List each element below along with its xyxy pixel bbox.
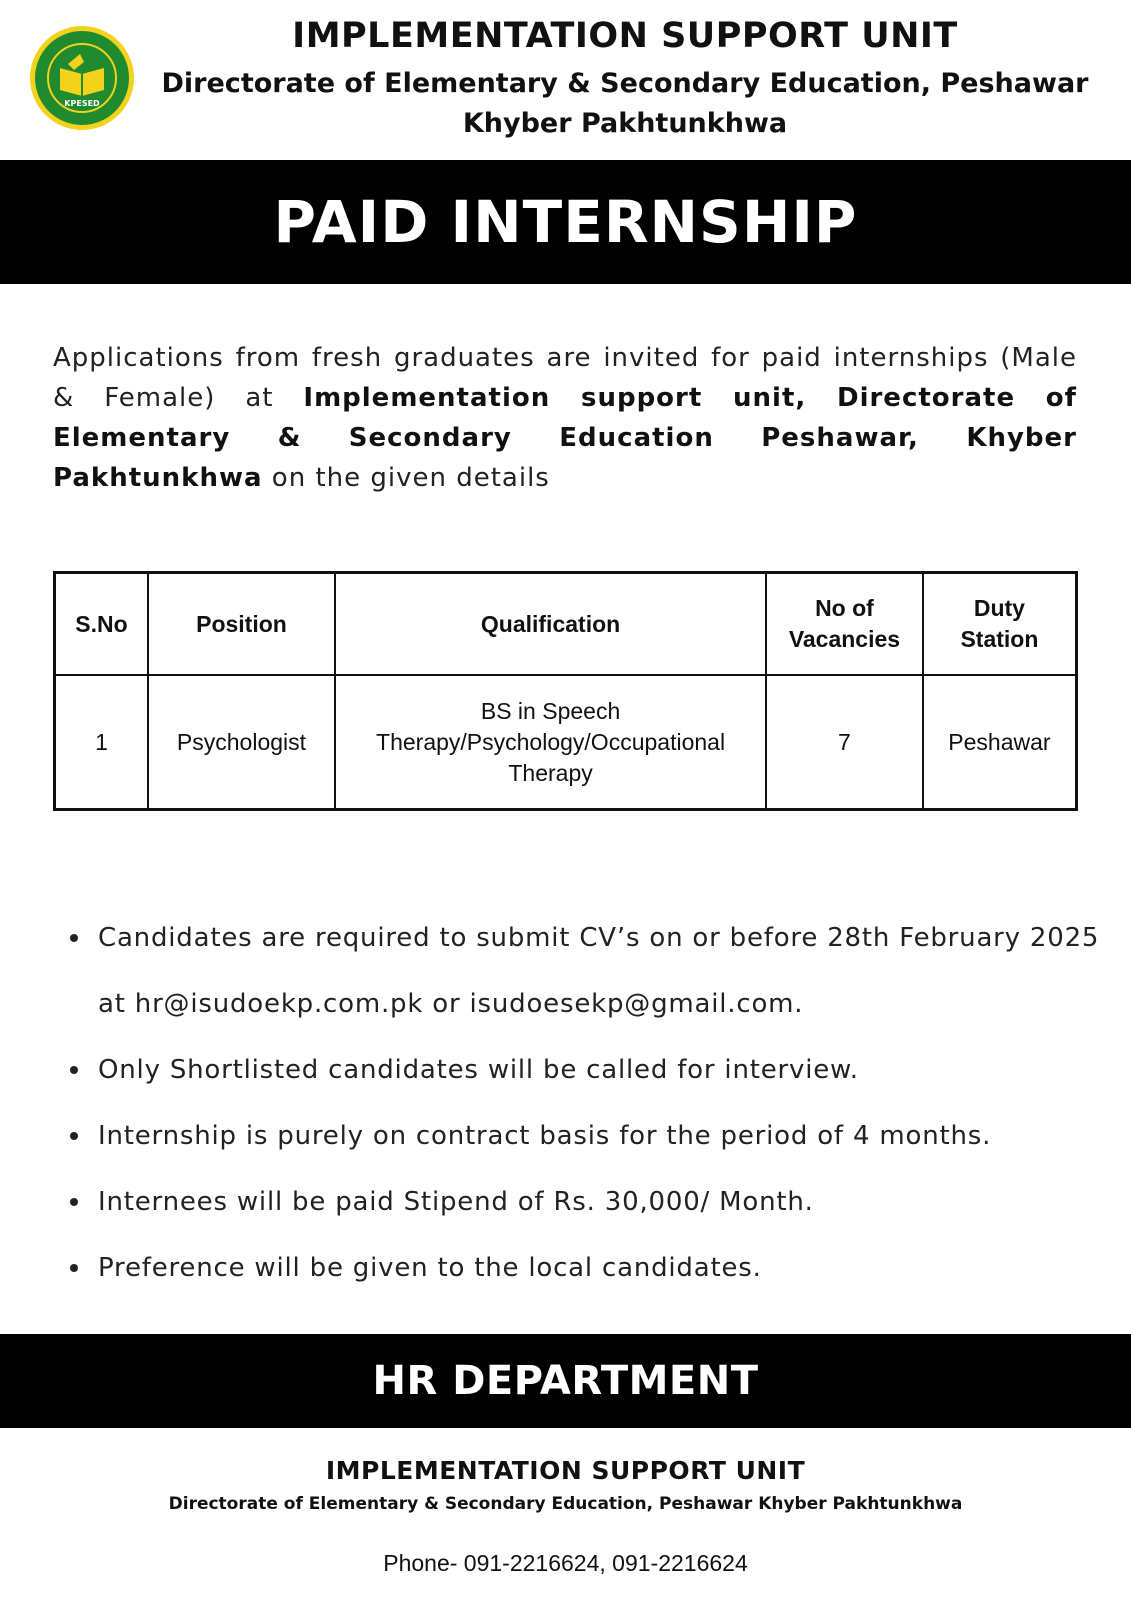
list-item: Candidates are required to submit CV’s on or before 28th February 2025 bbox=[68, 905, 1118, 971]
kpesed-logo-icon bbox=[28, 24, 136, 132]
header-qualification: Qualification bbox=[335, 573, 766, 676]
cell-duty-station: Peshawar bbox=[923, 675, 1077, 810]
intro-paragraph bbox=[53, 338, 1077, 498]
header-position: Position bbox=[148, 573, 335, 676]
phone-number: Phone- 091-2216624, 091-2216624 bbox=[383, 1550, 748, 1576]
cell-sno: 1 bbox=[55, 675, 148, 810]
footer-title: IMPLEMENTATION SUPPORT UNIT bbox=[325, 1456, 806, 1485]
list-item: Only Shortlisted candidates will be called for interview. bbox=[68, 1037, 1118, 1103]
intro-text-2: on the given details bbox=[262, 463, 550, 493]
intro-organization: Implementation support unit, Directorate of Elementary & Secondary Education Peshawar, Khyber Pakhtunkhwa bbox=[53, 383, 1077, 493]
cell-qualification: BS in Speech Therapy/Psychology/Occupational Therapy bbox=[335, 675, 766, 810]
vacancy-table bbox=[53, 571, 1078, 811]
list-item: Internees will be paid Stipend of Rs. 30,000/ Month. bbox=[68, 1169, 1118, 1235]
list-item: Internship is purely on contract basis for the period of 4 months. bbox=[68, 1103, 1118, 1169]
intro-text-1: Applications from fresh graduates are invited for paid internships (Male & Female) at bbox=[53, 343, 1077, 413]
list-item-continuation: at hr@isudoekp.com.pk or isudoesekp@gmail.com. bbox=[98, 989, 804, 1019]
department-banner: HR DEPARTMENT bbox=[0, 1334, 1131, 1428]
table-header-row bbox=[55, 573, 1077, 676]
header-duty-station: Duty Station bbox=[923, 573, 1077, 676]
org-title: IMPLEMENTATION SUPPORT UNIT bbox=[292, 16, 958, 56]
logo-text: KPESED bbox=[64, 99, 100, 108]
org-subtitle: Directorate of Elementary & Secondary Education, Peshawar Khyber Pakhtunkhwa bbox=[161, 68, 1089, 139]
requirements-list bbox=[68, 905, 1118, 1301]
header-sno: S.No bbox=[55, 573, 148, 676]
table-row bbox=[55, 675, 1077, 810]
letterhead bbox=[0, 0, 1131, 160]
page-title: PAID INTERNSHIP bbox=[0, 160, 1131, 284]
header-vacancies: No of Vacancies bbox=[766, 573, 923, 676]
footer-subtitle: Directorate of Elementary & Secondary Education, Peshawar Khyber Pakhtunkhwa bbox=[168, 1494, 963, 1514]
cell-position: Psychologist bbox=[148, 675, 335, 810]
list-item: Preference will be given to the local candidates. bbox=[68, 1235, 1118, 1301]
cell-vacancies: 7 bbox=[766, 675, 923, 810]
